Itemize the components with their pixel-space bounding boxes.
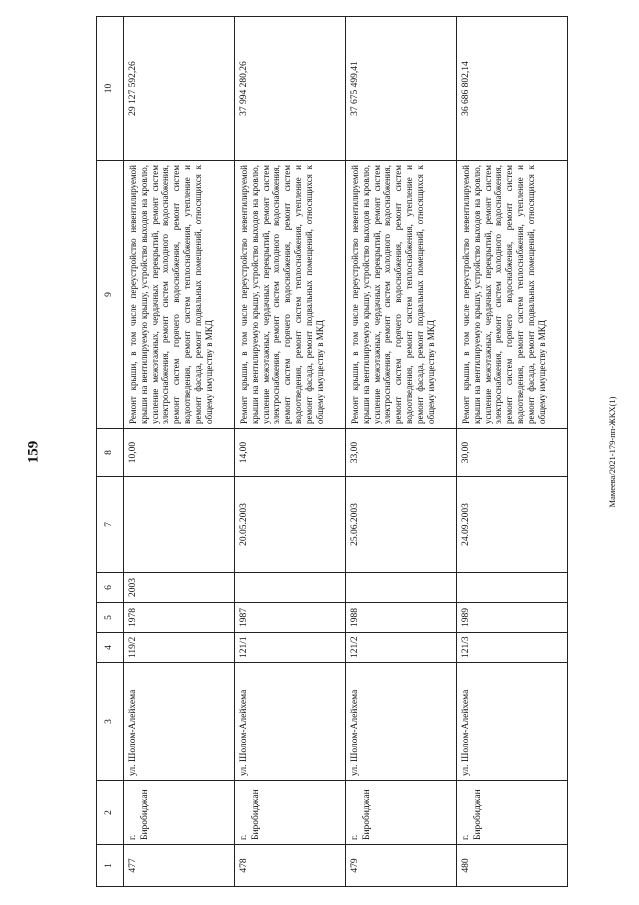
table-row	[457, 17, 568, 887]
works-description: Ремонт крыши, в том числе переустройство невентилируемой крыши на вентилируемую крышу, устройство выходов на кровлю, усиление межэтажных, чердачных перекрытий, ремонт систем электроснабжения, ремонт систем холодного водоснабжения, ремонт систем горячего водоснабжения, ремонт систем водоотведения, ремонт систем теплоснабжения, утепление и ремонт фасада, ремонт подвальных помещений, относящихся к общему имуществу в МКД	[346, 161, 457, 429]
house-number: 121/1	[235, 633, 346, 663]
area: 14,00	[235, 429, 346, 477]
works-description: Ремонт крыши, в том числе переустройство невентилируемой крыши на вентилируемую крышу, устройство выходов на кровлю, усиление межэтажных, чердачных перекрытий, ремонт систем электроснабжения, ремонт систем холодного водоснабжения, ремонт систем горячего водоснабжения, ремонт систем водоотведения, ремонт систем теплоснабжения, утепление и ремонт фасада, ремонт подвальных помещений, относящихся к общему имуществу в МКД	[235, 161, 346, 429]
year-built: 1988	[346, 603, 457, 633]
cost: 36 686 802,14	[457, 17, 568, 161]
column-header-8: 8	[97, 429, 124, 477]
street: ул. Шолом-Алейхема	[235, 663, 346, 781]
city: г. Биробиджан	[124, 781, 235, 845]
house-number: 119/2	[124, 633, 235, 663]
date: 25.06.2003	[346, 477, 457, 573]
city: г. Биробиджан	[457, 781, 568, 845]
year-repair: 2003	[124, 573, 235, 603]
table-row	[124, 17, 235, 887]
column-header-5: 5	[97, 603, 124, 633]
works-description: Ремонт крыши, в том числе переустройство невентилируемой крыши на вентилируемую крышу, устройство выходов на кровлю, усиление межэтажных, чердачных перекрытий, ремонт систем электроснабжения, ремонт систем холодного водоснабжения, ремонт систем горячего водоснабжения, ремонт систем водоотведения, ремонт систем теплоснабжения, утепление и ремонт фасада, ремонт подвальных помещений, относящихся к общему имуществу в МКД	[457, 161, 568, 429]
year-built: 1987	[235, 603, 346, 633]
repair-program-table	[96, 16, 568, 887]
table-row	[235, 17, 346, 887]
column-header-1: 1	[97, 845, 124, 887]
date	[124, 477, 235, 573]
column-header-6: 6	[97, 573, 124, 603]
column-header-2: 2	[97, 781, 124, 845]
table-row	[346, 17, 457, 887]
area: 30,00	[457, 429, 568, 477]
date: 24.09.2003	[457, 477, 568, 573]
column-header-7: 7	[97, 477, 124, 573]
column-header-9: 9	[97, 161, 124, 429]
year-repair	[457, 573, 568, 603]
column-header-3: 3	[97, 663, 124, 781]
street: ул. Шолом-Алейхема	[346, 663, 457, 781]
row-number: 480	[457, 845, 568, 887]
cost: 37 675 499,41	[346, 17, 457, 161]
row-number: 477	[124, 845, 235, 887]
table-container	[96, 17, 564, 887]
street: ул. Шолом-Алейхема	[124, 663, 235, 781]
year-built: 1978	[124, 603, 235, 633]
document-reference: Мамеева/2021-179-пп-ЖКХ(1)	[607, 396, 617, 508]
column-number-row	[97, 17, 124, 887]
street: ул. Шолом-Алейхема	[457, 663, 568, 781]
city: г. Биробиджан	[235, 781, 346, 845]
cost: 37 994 280,26	[235, 17, 346, 161]
works-description: Ремонт крыши, в том числе переустройство невентилируемой крыши на вентилируемую крышу, устройство выходов на кровлю, усиление межэтажных, чердачных перекрытий, ремонт систем электроснабжения, ремонт систем холодного водоснабжения, ремонт систем горячего водоснабжения, ремонт систем водоотведения, ремонт систем теплоснабжения, утепление и ремонт фасада, ремонт подвальных помещений, относящихся к общему имуществу в МКД	[124, 161, 235, 429]
year-repair	[346, 573, 457, 603]
column-header-10: 10	[97, 17, 124, 161]
house-number: 121/2	[346, 633, 457, 663]
year-repair	[235, 573, 346, 603]
year-built: 1989	[457, 603, 568, 633]
row-number: 479	[346, 845, 457, 887]
area: 33,00	[346, 429, 457, 477]
page-number: 159	[25, 440, 42, 464]
row-number: 478	[235, 845, 346, 887]
house-number: 121/3	[457, 633, 568, 663]
cost: 29 127 592,26	[124, 17, 235, 161]
area: 10,00	[124, 429, 235, 477]
date: 20.05.2003	[235, 477, 346, 573]
city: г. Биробиджан	[346, 781, 457, 845]
column-header-4: 4	[97, 633, 124, 663]
